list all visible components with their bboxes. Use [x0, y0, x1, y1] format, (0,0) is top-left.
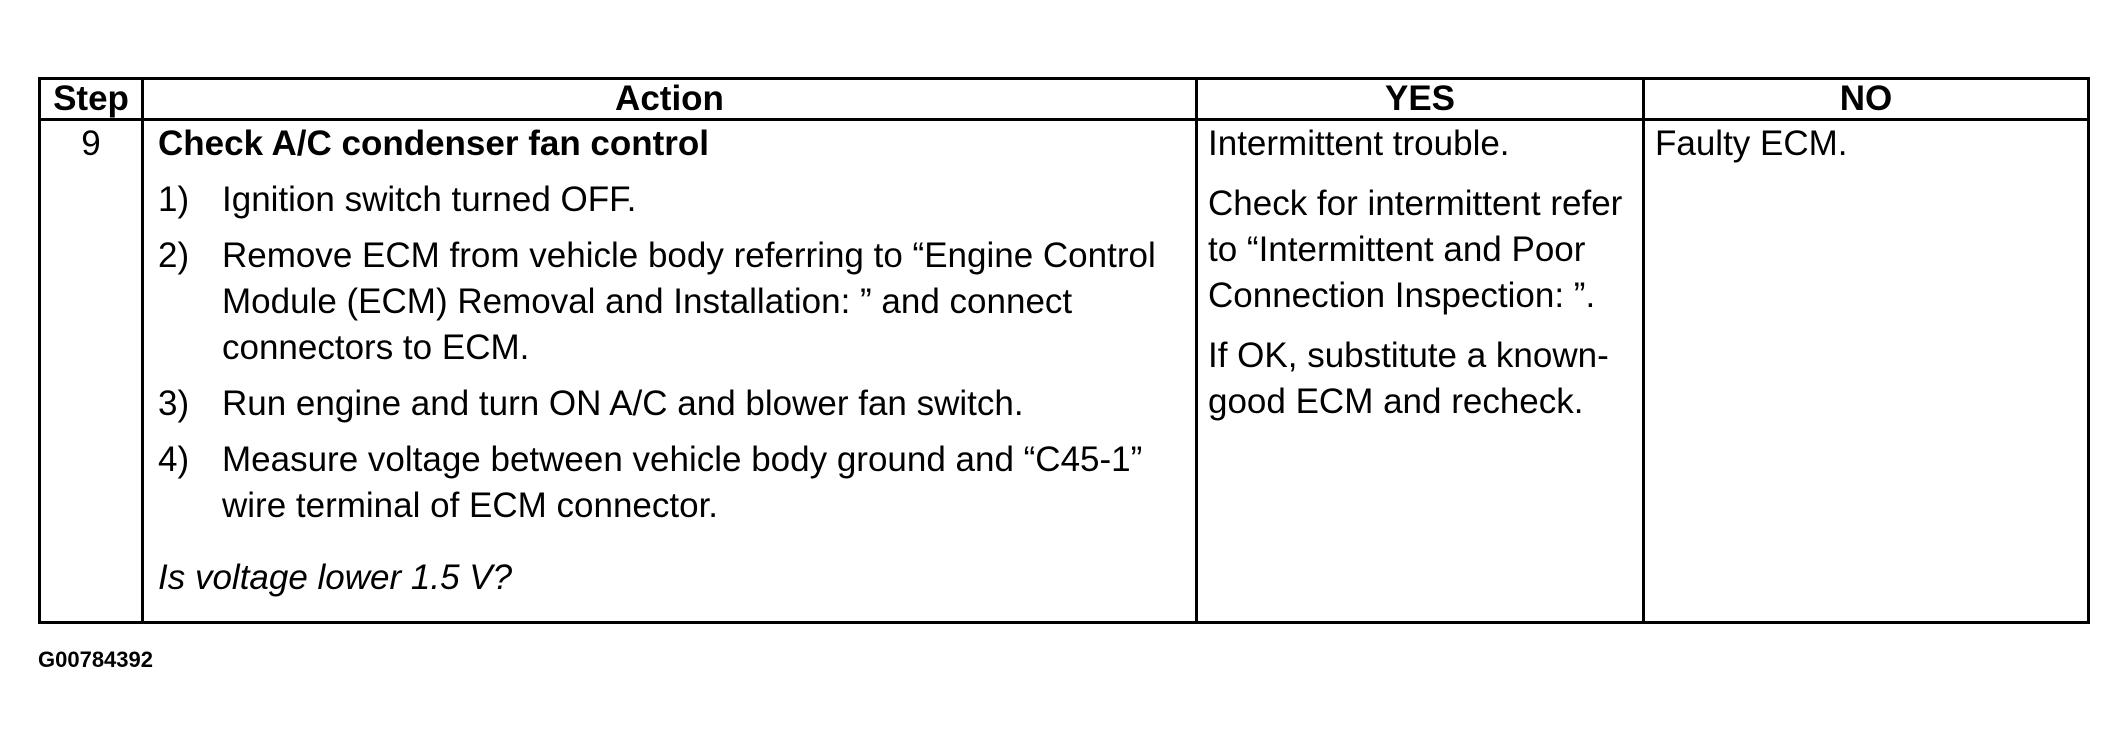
figure-id: G00784392 [38, 647, 153, 672]
yes-cell [1197, 120, 1644, 623]
action-item-text: Ignition switch turned OFF. [222, 180, 637, 219]
header-yes: YES [1197, 79, 1644, 120]
step-number: 9 [40, 120, 143, 623]
action-heading: Check A/C condenser fan control [158, 124, 710, 163]
action-item-2 [158, 233, 1187, 371]
action-item-text: Measure voltage between vehicle body ground and “C45-1” wire terminal of ECM connector. [222, 440, 1143, 525]
table-row [40, 120, 2089, 623]
action-list [158, 177, 1187, 529]
action-item-number: 2) [158, 236, 190, 275]
action-item-number: 4) [158, 440, 190, 479]
action-item-number: 1) [158, 180, 190, 219]
yes-paragraph-3: If OK, substitute a known-good ECM and recheck. [1208, 336, 1609, 421]
action-item-number: 3) [158, 384, 190, 423]
no-cell: Faulty ECM. [1644, 120, 2089, 623]
header-action: Action [143, 79, 1197, 120]
action-item-text: Remove ECM from vehicle body referring to “Engine Control Module (ECM) Removal and Installation: ” and connect connectors to ECM. [222, 236, 1156, 367]
header-no: NO [1644, 79, 2089, 120]
action-item-3 [158, 381, 1187, 427]
header-step: Step [40, 79, 143, 120]
action-cell [143, 120, 1197, 623]
yes-paragraph-2: Check for intermittent refer to “Intermittent and Poor Connection Inspection: ”. [1208, 184, 1623, 315]
action-question: Is voltage lower 1.5 V? [158, 558, 513, 597]
action-item-4 [158, 437, 1187, 529]
action-item-text: Run engine and turn ON A/C and blower fan switch. [222, 384, 1024, 423]
diagnostic-table [38, 77, 2090, 624]
table-header-row [40, 79, 2089, 120]
action-item-1 [158, 177, 1187, 223]
yes-paragraph-1: Intermittent trouble. [1208, 124, 1510, 163]
